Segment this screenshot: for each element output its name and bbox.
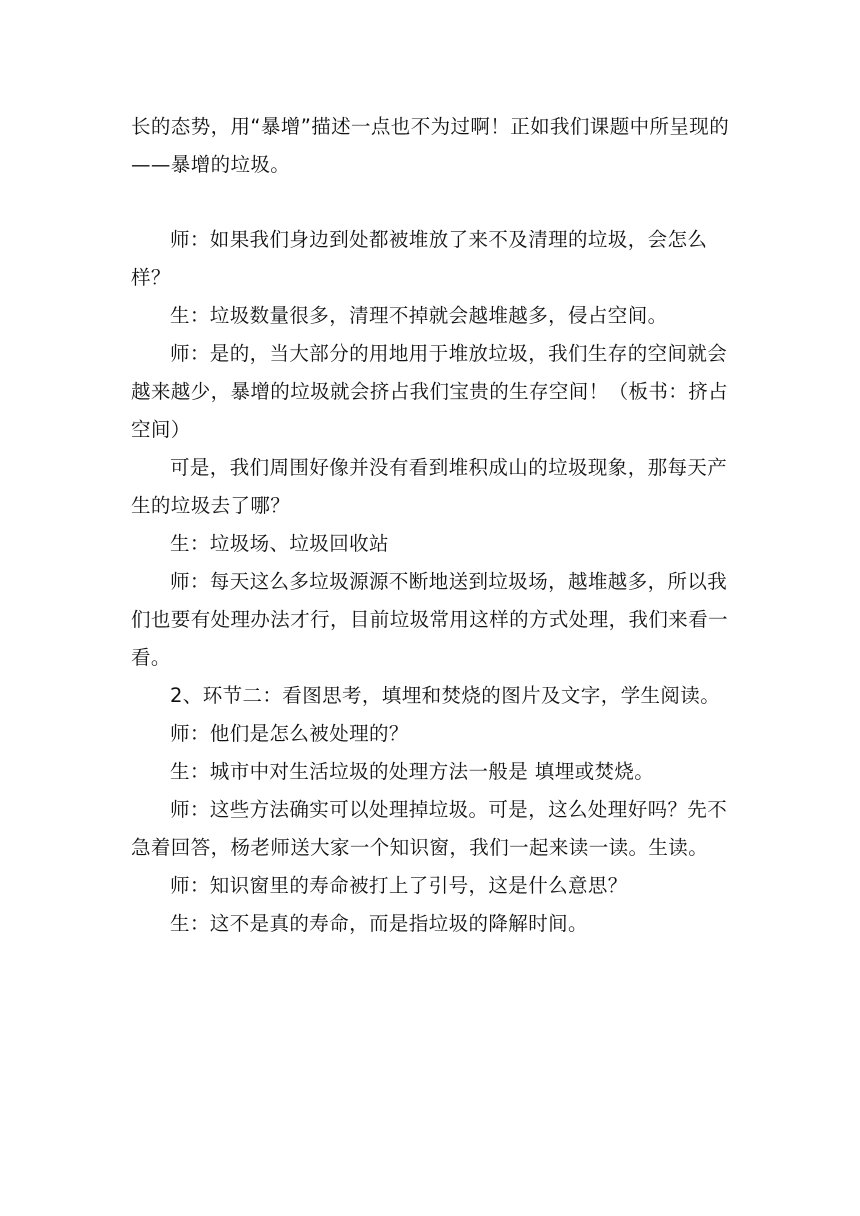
paragraph-5: 可是，我们周围好像并没有看到堆积成山的垃圾现象，那每天产生的垃圾去了哪？ [131, 456, 728, 517]
paragraph-10: 生：城市中对生活垃圾的处理方法一般是 填埋或焚烧。 [170, 760, 655, 783]
paragraph-7: 师：每天这么多垃圾源源不断地送到垃圾场，越堆越多，所以我们也要有处理办法才行，目前垃圾常用这样的方式处理，我们来看一看。 [131, 570, 729, 669]
paragraph-9: 师：他们是怎么被处理的？ [170, 722, 409, 745]
paragraph-3: 生：垃圾数量很多，清理不掉就会越堆越多，侵占空间。 [170, 304, 668, 327]
paragraph-13: 生：这不是真的寿命，而是指垃圾的降解时间。 [170, 912, 588, 935]
paragraph-12: 师：知识窗里的寿命被打上了引号，这是什么意思？ [170, 874, 628, 897]
paragraph-11: 师：这些方法确实可以处理掉垃圾。可是，这么处理好吗？先不急着回答，杨老师送大家一个知识窗，我们一起来读一读。生读。 [131, 798, 728, 859]
paragraph-1: 长的态势，用“暴增”描述一点也不为过啊！正如我们课题中所呈现的——暴增的垃圾。 [131, 115, 730, 176]
paragraph-2: 师：如果我们身边到处都被堆放了来不及清理的垃圾，会怎么样？ [131, 228, 708, 289]
paragraph-4: 师：是的，当大部分的用地用于堆放垃圾，我们生存的空间就会越来越少，暴增的垃圾就会挤占我们宝贵的生存空间！（板书：挤占空间） [131, 342, 729, 441]
document-body [131, 108, 731, 943]
paragraph-gap [131, 184, 731, 221]
paragraph-6: 生：垃圾场、垃圾回收站 [170, 532, 389, 555]
paragraph-8: 2、环节二：看图思考，填埋和焚烧的图片及文字，学生阅读。 [170, 684, 721, 707]
